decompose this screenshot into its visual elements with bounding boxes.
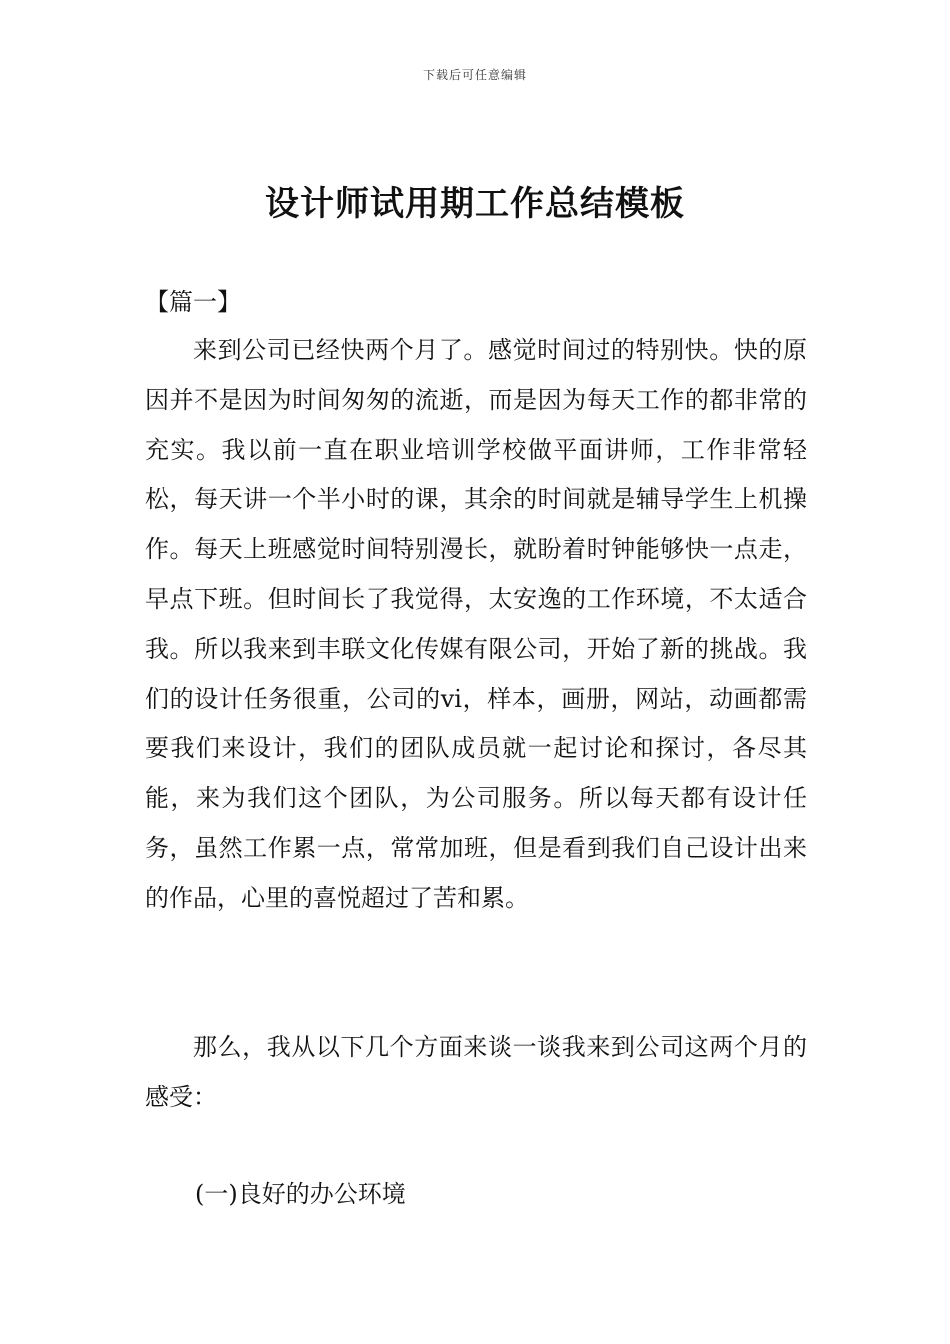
body-paragraph-2: 那么，我从以下几个方面来谈一谈我来到公司这两个月的感受：	[145, 1033, 807, 1111]
header-note: 下载后可任意编辑	[422, 68, 527, 82]
sub-heading: (一)良好的办公环境	[195, 1180, 406, 1208]
section-label: 【篇一】	[145, 288, 241, 316]
document-title: 设计师试用期工作总结模板	[265, 184, 685, 224]
body-paragraph-1: 来到公司已经快两个月了。感觉时间过的特别快。快的原因并不是因为时间匆匆的流逝，而是因为每天工作的都非常的充实。我以前一直在职业培训学校做平面讲师，工作非常轻松，每天讲一个半小时的课，其余的时间就是辅导学生上机操作。每天上班感觉时间特别漫长，就盼着时钟能够快一点走，早点下班。但时间长了我觉得，太安逸的工作环境，不太适合我。所以我来到丰联文化传媒有限公司，开始了新的挑战。我们的设计任务很重，公司的vi，样本，画册，网站，动画都需要我们来设计，我们的团队成员就一起讨论和探讨，各尽其能，来为我们这个团队，为公司服务。所以每天都有设计任务，虽然工作累一点，常常加班，但是看到我们自己设计出来的作品，心里的喜悦超过了苦和累。	[145, 336, 807, 912]
